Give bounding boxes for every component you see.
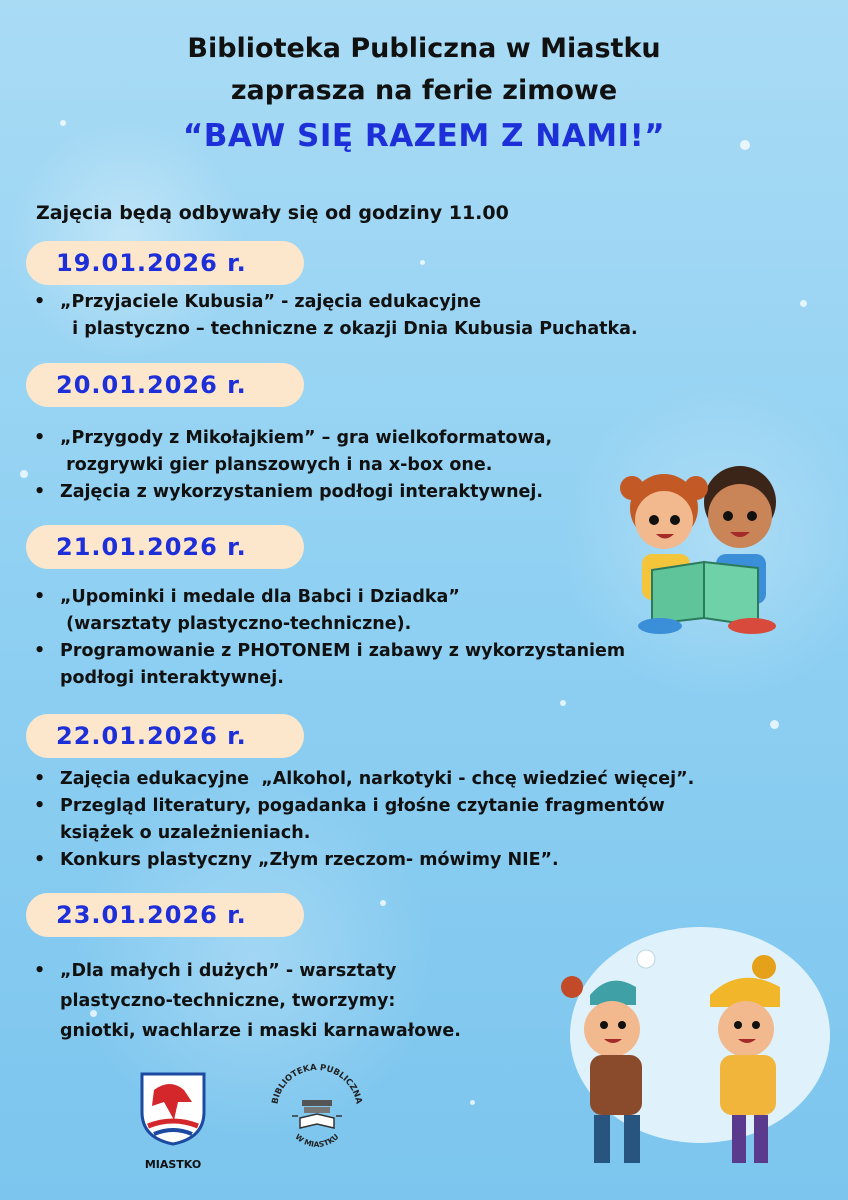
kids-snow-illustration [550,925,830,1185]
date-badge-21-01: 21.01.2026 r. [26,525,304,569]
bullet-icon: • [34,587,46,607]
library-logo [262,1052,372,1162]
activity-text: Przegląd literatury, pogadanka i głośne czytanie fragmentów książek o uzależnieniach. [60,796,665,843]
bullet-icon: • [34,292,46,312]
bullet-icon: • [34,961,46,981]
bullet-icon: • [34,769,46,789]
date-badge-20-01: 20.01.2026 r. [26,363,304,407]
snowflake [380,900,386,906]
activity-text: „Przygody z Mikołajkiem” – gra wielkoformatowa, rozgrywki gier planszowych i na x-box one. [60,428,553,475]
date-badge-22-01: 22.01.2026 r. [26,714,304,758]
miastko-logo [140,1072,206,1171]
kids-reading-illustration [612,458,792,638]
poster-header [0,28,848,160]
activity-list-22-01 [34,766,794,874]
schedule-intro: Zajęcia będą odbywały się od godziny 11.00 [36,202,509,224]
snowflake [770,720,779,729]
coat-of-arms-icon [140,1072,206,1146]
library-city-arc: W MIASTKU [293,1132,341,1149]
snowflake [560,700,566,706]
activity-text: „Dla małych i dużych” - warsztaty plastyczno-techniczne, tworzymy: gniotki, wachlarze i maski karnawałowe. [60,961,461,1041]
list-item [34,289,794,343]
snowflake [20,470,28,478]
invitation-line: zaprasza na ferie zimowe [230,75,618,106]
activity-text: Konkurs plastyczny „Złym rzeczom- mówimy NIE”. [60,850,559,870]
list-item [34,638,794,692]
library-name-arc: BIBLIOTEKA PUBLICZNA [270,1062,364,1106]
activity-text: Zajęcia z wykorzystaniem podłogi interaktywnej. [60,482,544,502]
snowflake [420,260,425,265]
bullet-icon: • [34,850,46,870]
activity-text: „Upominki i medale dla Babci i Dziadka” (warsztaty plastyczno-techniczne). [60,587,460,634]
library-title: Biblioteka Publiczna w Miastku [187,33,661,64]
activity-text: „Przyjaciele Kubusia” - zajęcia edukacyjne i plastyczno – techniczne z okazji Dnia Kubusia Puchatka. [60,292,638,339]
snowflake [800,300,807,307]
town-name: MIASTKO [144,1158,202,1171]
bullet-icon: • [34,428,46,448]
snowflake [470,1100,475,1105]
event-slogan: “BAW SIĘ RAZEM Z NAMI!” [182,118,666,154]
bullet-icon: • [34,641,46,661]
list-item [34,847,794,874]
list-item [34,793,794,847]
activity-text: Programowanie z PHOTONEM i zabawy z wykorzystaniem podłogi interaktywnej. [60,641,626,688]
activity-list-19-01 [34,289,794,343]
list-item [34,766,794,793]
bullet-icon: • [34,482,46,502]
date-badge-23-01: 23.01.2026 r. [26,893,304,937]
date-badge-19-01: 19.01.2026 r. [26,241,304,285]
activity-text: Zajęcia edukacyjne „Alkohol, narkotyki - chcę wiedzieć więcej”. [60,769,695,789]
bullet-icon: • [34,796,46,816]
